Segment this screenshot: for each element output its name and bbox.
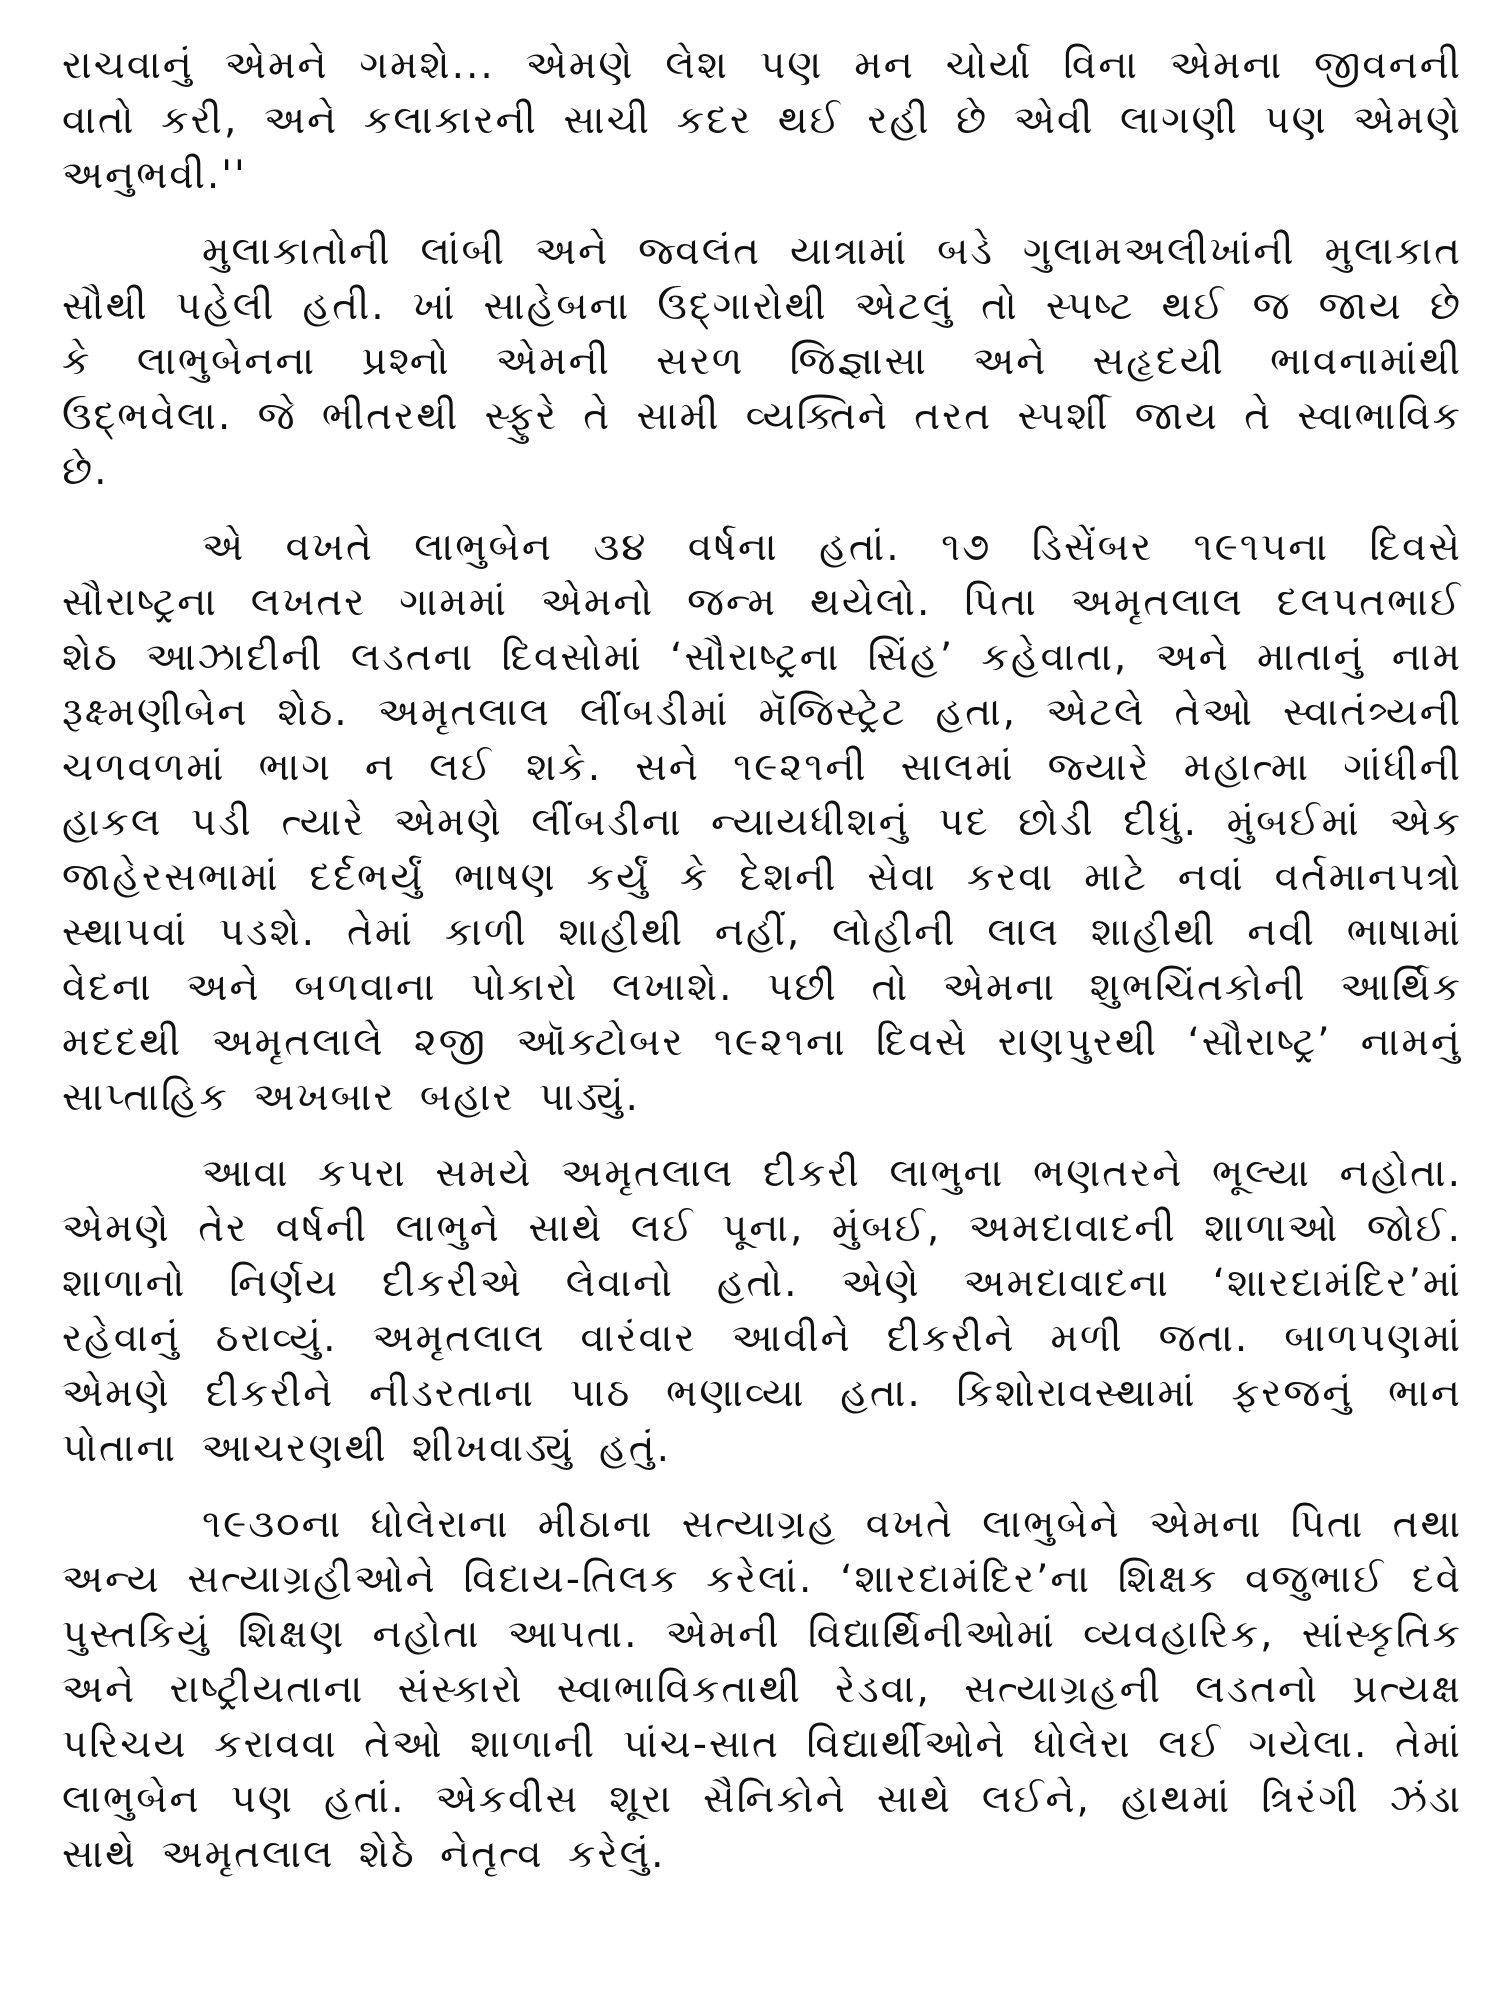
paragraph-education: આવા કપરા સમયે અમૃતલાલ દીકરી લાભુના ભણતરને ભૂલ્યા નહોતા. એમણે તેર વર્ષની લાભુને સાથે લઈ પૂના, મુંબઈ, અમદાવાદની શાળાઓ જોઈ. શાળાનો નિર્ણય દીકરીએ લેવાનો હતો. એણે અમદાવાદના ‘શારદામંદિર’માં રહેવાનું ઠરાવ્યું. અમૃતલાલ વારંવાર આવીને દીકરીને મળી જતા. બાળપણમાં એમણે દીકરીને નીડરતાના પાઠ ભણાવ્યા હતા. કિશોરાવસ્થામાં ફરજનું ભાન પોતાના આચરણથી શીખવાડ્યું હતું. [62, 1151, 1462, 1471]
paragraph-interviews: મુલાકાતોની લાંબી અને જ્વલંત યાત્રામાં બડે ગુલામઅલીખાંની મુલાકાત સૌથી પહેલી હતી. ખાં સાહેબના ઉદ્ગારોથી એટલું તો સ્પષ્ટ થઈ જ જાય છે કે લાભુબેનના પ્રશ્નો એમની સરળ જિજ્ઞાસા અને સહૃદયી ભાવનામાંથી ઉદ્ભવેલા. જે ભીતરથી સ્ફુરે તે સામી વ્યક્તિને તરત સ્પર્શી જાય તે સ્વાભાવિક છે. [62, 229, 1462, 494]
paragraph-biography: એ વખતે લાભુબેન ૩૪ વર્ષના હતાં. ૧૭ ડિસેંબર ૧૯૧૫ના દિવસે સૌરાષ્ટ્રના લખતર ગામમાં એમનો જન્મ થયેલો. પિતા અમૃતલાલ દલપતભાઈ શેઠ આઝાદીની લડતના દિવસોમાં ‘સૌરાષ્ટ્રના સિંહ’ કહેવાતા, અને માતાનું નામ રૂક્ષ્મણીબેન શેઠ. અમૃતલાલ લીંબડીમાં મૅજિસ્ટ્રેટ હતા, એટલે તેઓ સ્વાતંત્ર્યની ચળવળમાં ભાગ ન લઈ શકે. સને ૧૯૨૧ની સાલમાં જ્યારે મહાત્મા ગાંધીની હાકલ પડી ત્યારે એમણે લીંબડીના ન્યાયધીશનું પદ છોડી દીધું. મુંબઈમાં એક જાહેરસભામાં દર્દભર્યું ભાષણ કર્યું કે દેશની સેવા કરવા માટે નવાં વર્તમાનપત્રો સ્થાપવાં પડશે. તેમાં કાળી શાહીથી નહીં, લોહીની લાલ શાહીથી નવી ભાષામાં વેદના અને બળવાના પોકારો લખાશે. પછી તો એમના શુભચિંતકોની આર્થિક મદદથી અમૃતલાલે ૨જી ઑક્ટોબર ૧૯૨૧ના દિવસે રાણપુરથી ‘સૌરાષ્ટ્ર’ નામનું સાપ્તાહિક અખબાર બહાર પાડ્યું. [62, 525, 1462, 1120]
paragraph-continuation: રાચવાનું એમને ગમશે... એમણે લેશ પણ મન ચોર્યા વિના એમના જીવનની વાતો કરી, અને કલાકારની સાચી કદર થઈ રહી છે એવી લાગણી પણ એમણે અનુભવી.'' [62, 43, 1462, 198]
paragraph-satyagraha: ૧૯૩૦ના ધોલેરાના મીઠાના સત્યાગ્રહ વખતે લાભુબેને એમના પિતા તથા અન્ય સત્યાગ્રહીઓને વિદાય-તિલક કરેલાં. ‘શારદામંદિર’ના શિક્ષક વજુભાઈ દવે પુસ્તકિયું શિક્ષણ નહોતા આપતા. એમની વિદ્યાર્થિનીઓમાં વ્યવહારિક, સાંસ્કૃતિક અને રાષ્ટ્રીયતાના સંસ્કારો સ્વાભાવિકતાથી રેડવા, સત્યાગ્રહની લડતનો પ્રત્યક્ષ પરિચય કરાવવા તેઓ શાળાની પાંચ-સાત વિદ્યાર્થીઓને ધોલેરા લઈ ગયેલા. તેમાં લાભુબેન પણ હતાં. એકવીસ શૂરા સૈનિકોને સાથે લઈને, હાથમાં ત્રિરંગી ઝંડા સાથે અમૃતલાલ શેઠે નેતૃત્વ કરેલું. [62, 1502, 1462, 1877]
document-page [62, 38, 1462, 1978]
